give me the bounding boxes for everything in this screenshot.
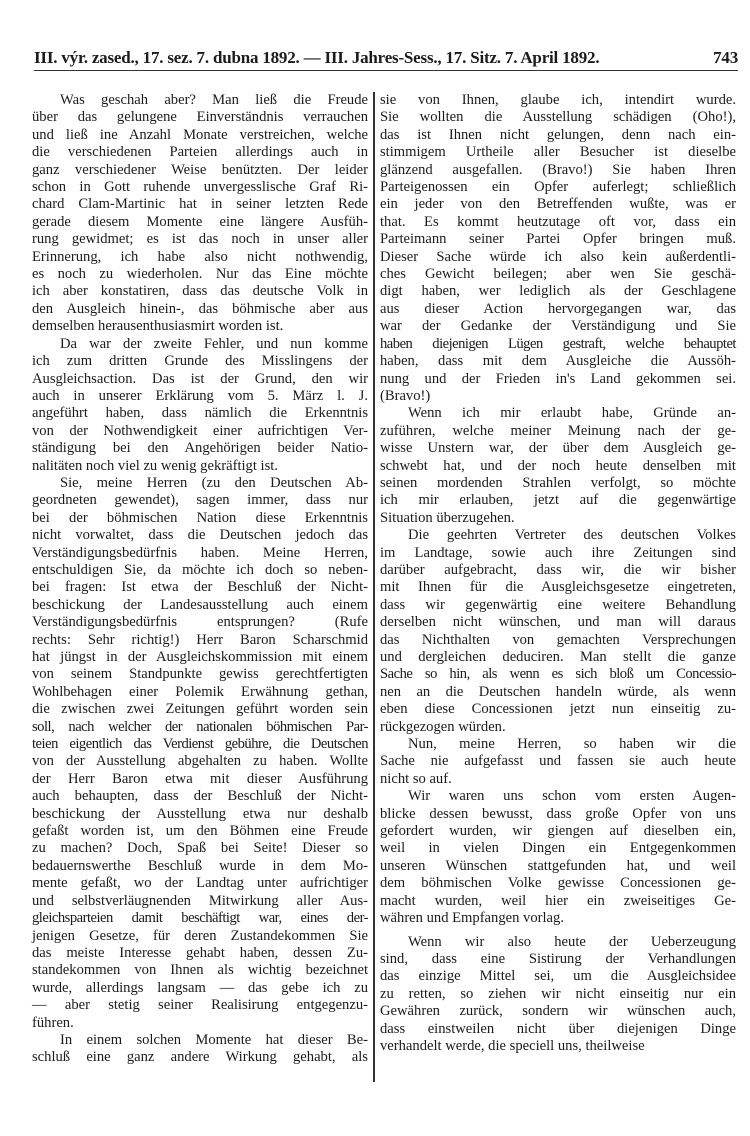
- text-line: gerade diesem Momente eine längere Ausfüh-: [32, 213, 368, 230]
- text-line: ein jeder von den Betreffenden wußte, was er: [380, 196, 736, 213]
- text-line: Wenn ich mir erlaubt habe, Gründe an-: [408, 405, 736, 422]
- text-line: bedauernswerthe Beschluß wurde in dem Mo-: [32, 857, 368, 874]
- text-line: nicht so auf.: [380, 770, 452, 787]
- text-line: digt haben, wer lediglich als der Geschlagene: [380, 283, 736, 300]
- paragraph: [32, 336, 368, 475]
- text-line: mit Ihnen für die Ausgleichsgesetze eingetreten,: [380, 579, 736, 596]
- text-line: — aber stetig seiner Realisirung entgegenzu-: [32, 997, 368, 1014]
- text-line: mente gefaßt, wo der Landtag unter aufrichtiger: [32, 875, 368, 892]
- text-line: Verständigungsbedürfnis haben. Meine Herren,: [32, 544, 368, 561]
- text-line: ich aber konstatiren, dass das deutsche Volk in: [32, 283, 368, 300]
- text-line: es noch zu wiederholen. Nur das Eine möchte: [32, 266, 368, 283]
- header-title: III. výr. zased., 17. sez. 7. dubna 1892. — III. Jahres-Sess., 17. Sitz. 7. April 1892.: [34, 48, 600, 67]
- text-line: aus dieser Action hervorgegangen war, das: [380, 300, 736, 317]
- text-line: dass einstweilen nicht über diejenigen Dinge: [380, 1020, 736, 1037]
- text-line: weil in vielen Dingen ein Entgegenkommen: [380, 840, 736, 857]
- text-line: und selbstverläugnenden Mitwirkung aller Aus-: [32, 892, 368, 909]
- paragraph: [32, 1032, 368, 1067]
- text-line: haben, dass mit dem Ausgleiche die Aussöh-: [380, 353, 736, 370]
- text-line: macht wurden, weil hier ein zweiseitiges Ge-: [380, 892, 736, 909]
- text-line: Da war der zweite Fehler, und nun komme: [60, 335, 368, 352]
- text-line: das Nichthalten von gemachten Versprechungen: [380, 631, 736, 648]
- text-line: das einzige Mittel sei, um die Ausgleichsidee: [380, 968, 736, 985]
- text-line: schluß eine ganz andere Wirkung gehabt, als: [32, 1049, 368, 1066]
- text-line: that. Es kommt heutzutage oft vor, dass ein: [380, 213, 736, 230]
- text-line: dass wir gegenwärtig eine weitere Behandlung: [380, 596, 736, 613]
- text-line: blicke dessen bewusst, dass große Opfer von uns: [380, 805, 736, 822]
- text-line: nalitäten noch viel zu wenig gekräftigt ist.: [32, 457, 278, 474]
- text-line: zuführen, welche meiner Meinung nach der ge-: [380, 422, 736, 439]
- text-line: ständigung bei den Angehörigen beider Natio-: [32, 440, 368, 457]
- left-column: [32, 92, 368, 1067]
- text-line: Sache nie aufgefasst und fassen sie auch heute: [380, 753, 736, 770]
- text-line: rückgezogen würden.: [380, 718, 506, 735]
- column-divider: [373, 92, 375, 1082]
- text-line: beschickung der Ausstellung etwa nur deshalb: [32, 805, 368, 822]
- text-line: die zwischen zwei Zeitungen geführt worden sein: [32, 701, 368, 718]
- running-header: [34, 46, 738, 71]
- paragraph: [380, 934, 736, 1056]
- text-line: (Bravo!): [380, 387, 431, 404]
- text-line: seinen mordenden Strahlen verfolgt, so möchte: [380, 474, 736, 491]
- text-line: zu machen? Doch, Spaß bei Seite! Dieser so: [32, 840, 368, 857]
- text-line: angeführt haben, dass nämlich die Erkenntnis: [32, 405, 368, 422]
- text-line: bei fragen: Ist etwa der Beschluß der Nicht-: [32, 579, 368, 596]
- text-line: von der Nothwendigkeit einer aufrichtigen Ver-: [32, 422, 368, 439]
- text-line: nen an die Deutschen handeln würde, als wenn: [380, 683, 736, 700]
- text-line: schon in Gott ruhende unvergesslische Graf Ri-: [32, 179, 368, 196]
- text-line: beschickung der Landesausstellung auch einem: [32, 596, 368, 613]
- text-line: ich zum dritten Grunde des Misslingens der: [32, 353, 368, 370]
- text-line: demselben herausenthusiasmirt worden ist.: [32, 318, 284, 335]
- paragraph: [380, 736, 736, 788]
- text-line: auch behaupten, dass der Beschluß der Nicht-: [32, 788, 368, 805]
- text-line: Dieser Sache würde ich also kein außerdentli-: [380, 248, 736, 265]
- text-line: und ließ ine Anzahl Monate verstreichen, welche: [32, 126, 368, 143]
- text-line: zu retten, so ziehen wir nicht einseitig nur ein: [380, 985, 736, 1002]
- paragraph: [380, 405, 736, 527]
- text-line: Situation überzugehen.: [380, 509, 515, 526]
- text-line: derselben nicht wünschen, und man will daraus: [380, 614, 736, 631]
- text-line: führen.: [32, 1014, 74, 1031]
- text-line: wurde, allerdings langsam — das gebe ich zu: [32, 979, 368, 996]
- text-line: hat jüngst in der Ausgleichskommission mit einem: [32, 649, 368, 665]
- text-line: schwebt hat, und der noch heute denselben mit: [380, 457, 736, 474]
- text-line: stimmigem Urtheile aller Besucher ist dieselbe: [380, 144, 736, 161]
- text-line: haben diejenigen Lügen gestraft, welche behauptet: [380, 335, 736, 352]
- text-line: nicht vorwaltet, dass die Deutschen jedoch das: [32, 527, 368, 544]
- text-line: sind, dass eine Sistirung der Verhandlungen: [380, 950, 736, 967]
- page-number: 743: [713, 48, 738, 67]
- text-line: Sache so hin, als wenn es sich bloß um Concessio-: [380, 666, 736, 683]
- text-line: Verständigungsbedürfnis entsprungen? (Rufe: [32, 614, 368, 631]
- text-line: Was geschah aber? Man ließ die Freude: [60, 92, 368, 108]
- text-line: Sie wollten die Ausstellung schädigen (Oho!),: [380, 109, 736, 126]
- text-line: währen und Empfangen vorlag.: [380, 910, 564, 927]
- text-line: soll, nach welcher der nationalen böhmischen Par-: [32, 718, 368, 735]
- text-line: wisse Unstern war, der über dem Ausgleich ge-: [380, 440, 736, 457]
- text-line: über das gelungene Einverständnis verrauchen: [32, 109, 368, 126]
- text-line: den Ausgleich hinein-, das böhmische aber aus: [32, 300, 368, 317]
- text-line: unseren Wünschen stattgefunden hat, und weil: [380, 857, 736, 874]
- text-line: eben diese Concessionen jetzt nun einseitig zu-: [380, 701, 736, 718]
- text-line: auch in unserer Erklärung vom 5. März l. J.: [32, 387, 368, 404]
- paragraph: [32, 92, 368, 336]
- text-line: darüber aufgebracht, dass wir, die wir bisher: [380, 561, 736, 578]
- text-line: verhandelt werde, die speciell uns, theilweise: [380, 1037, 645, 1054]
- text-line: das meiste Interesse gehabt haben, dessen Zu-: [32, 944, 368, 961]
- text-line: gefaßt worden ist, um den Böhmen eine Freude: [32, 823, 368, 840]
- text-line: geordneten gewendet), sagen immer, dass nur: [32, 492, 368, 509]
- text-line: glänzend ausgefallen. (Bravo!) Sie haben Ihren: [380, 161, 736, 178]
- text-line: Wir waren uns schon vom ersten Augen-: [408, 788, 736, 805]
- text-line: entschuldigen Sie, da möchte ich doch so neben-: [32, 561, 368, 578]
- text-line: Gewähren zurück, sondern wir wünschen auch,: [380, 1003, 736, 1020]
- text-line: das ist Ihnen nicht gelungen, denn nach ein-: [380, 126, 736, 143]
- text-line: Die geehrten Vertreter des deutschen Volkes: [408, 527, 736, 544]
- text-line: Wenn wir also heute der Ueberzeugung: [408, 933, 736, 950]
- text-line: Sie, meine Herren (zu den Deutschen Ab-: [60, 474, 368, 491]
- right-column: [380, 92, 736, 1055]
- text-line: gefordert wurden, wir giengen auf dieselben ein,: [380, 823, 736, 840]
- text-line: chard Clam-Martinic hat in seiner letzten Rede: [32, 196, 368, 213]
- text-line: standekommen von Ihnen als wichtig bezeichnet: [32, 962, 368, 979]
- text-line: Erinnerung, ich habe also nicht nothwendig,: [32, 248, 368, 265]
- text-line: ich mir erlauben, jetzt auf die gegenwärtige: [380, 492, 736, 509]
- text-line: von seinem Standpunkte gewiss gerechtfertigten: [32, 666, 368, 683]
- text-line: ganz verschiedener Weise benützten. Der leider: [32, 161, 368, 178]
- text-line: von der Ausstellung abgehalten zu haben. Wollte: [32, 753, 368, 770]
- paragraph: [380, 92, 736, 405]
- text-line: jenigen Gesetze, für deren Zustandekommen Sie: [32, 927, 368, 944]
- text-line: dem böhmischen Volke gewisse Concessionen ge-: [380, 875, 736, 892]
- text-line: sie von Ihnen, glaube ich, intendirt wurde.: [380, 92, 736, 108]
- text-line: war der Gedanke der Verständigung und Sie: [380, 318, 736, 335]
- text-line: In einem solchen Momente hat dieser Be-: [60, 1031, 368, 1048]
- paragraph: [380, 788, 736, 927]
- text-line: Parteigenossen ein Opfer auferlegt; schließlich: [380, 179, 736, 196]
- text-line: Nun, meine Herren, so haben wir die: [408, 736, 736, 753]
- text-line: ches Gewicht beilegen; aber wen Sie geschä-: [380, 266, 736, 283]
- paragraph: [32, 475, 368, 1032]
- text-line: der Herr Baron etwa mit dieser Ausführung: [32, 770, 368, 787]
- text-line: rechts: Sehr richtig!) Herr Baron Scharschmid: [32, 631, 368, 648]
- text-line: Wohlbehagen einer Polemik Erwähnung gethan,: [32, 683, 368, 700]
- text-line: nung und der Frieden in's Land gekommen sei.: [380, 370, 736, 387]
- text-line: bei der böhmischen Nation diese Erkenntnis: [32, 509, 368, 526]
- text-line: und dergleichen deduciren. Man stellt die ganze: [380, 649, 736, 665]
- text-line: rung gewidmet; es ist das noch in unser aller: [32, 231, 368, 248]
- text-line: Parteimann seiner Partei Opfer bringen muß.: [380, 231, 736, 248]
- text-line: teien eigentlich das Verdienst gebühre, die Deutschen: [32, 736, 368, 753]
- text-line: gleichsparteien damit beschäftigt war, eines der-: [32, 910, 368, 927]
- text-line: Ausgleichsaction. Das ist der Grund, den wir: [32, 370, 368, 387]
- text-line: im Landtage, sowie auch ihre Zeitungen sind: [380, 544, 736, 561]
- text-line: die verschiedenen Parteien allerdings auch in: [32, 144, 368, 161]
- paragraph: [380, 527, 736, 736]
